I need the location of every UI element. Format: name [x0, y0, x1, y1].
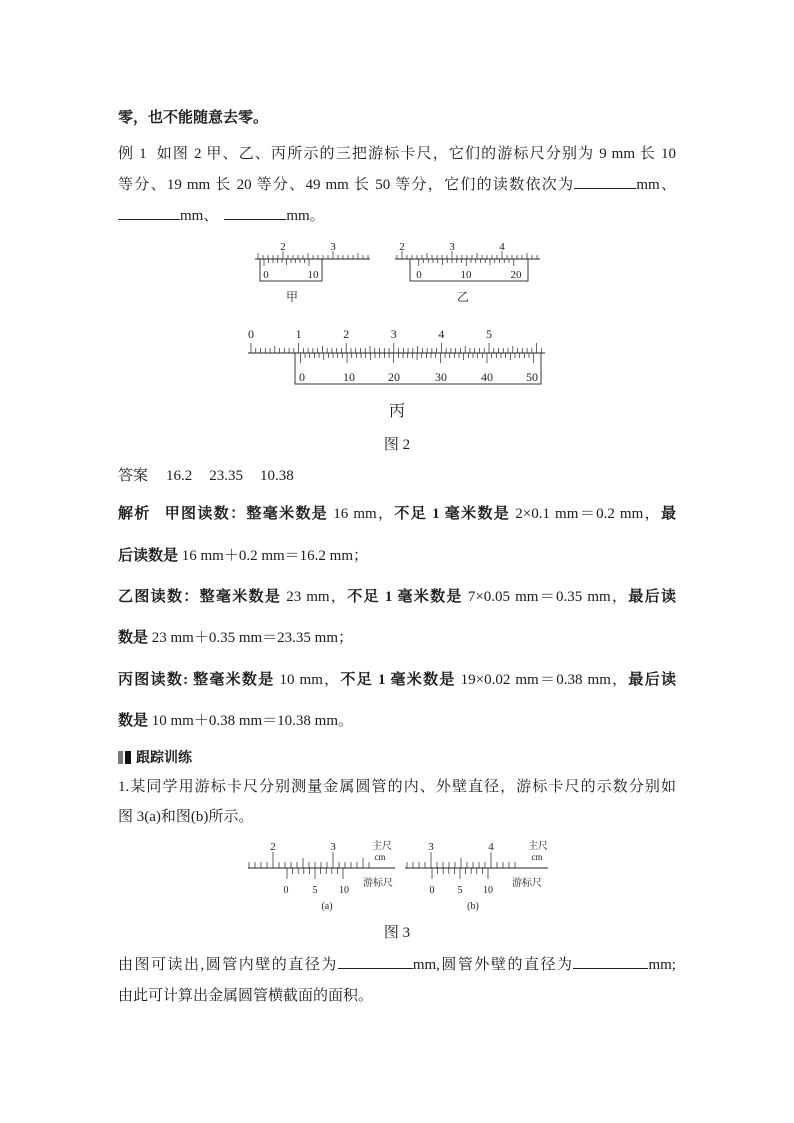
analysis-text: 不足 1 毫米数是: [340, 672, 456, 688]
yi-main-label: 2: [399, 241, 405, 253]
question-text: 由图可读出,圆管内壁的直径为: [118, 957, 338, 973]
jia-caption: 甲: [285, 290, 299, 304]
bing-caption: 丙: [388, 403, 405, 420]
bing-main-label: 5: [486, 327, 492, 341]
answer-line: [118, 465, 676, 487]
analysis-bing-line-2: [118, 710, 676, 732]
analysis-yi-line-1: [118, 586, 676, 608]
answer-blank-2: [118, 205, 180, 220]
answer-value: 16.2: [166, 468, 193, 484]
section-marker-icon: [118, 751, 131, 764]
figure-2-scale-marks: [248, 251, 545, 384]
figure-3-calipers: [240, 835, 560, 915]
yi-vernier-label: 10: [460, 269, 472, 281]
inner-diameter-blank: [338, 954, 413, 969]
b-vernier-label: 5: [457, 885, 463, 896]
blank-unit-2: mm、: [180, 208, 219, 224]
a-vernier-name: 游标尺: [363, 878, 393, 889]
analysis-yi-line-2: [118, 627, 676, 649]
vernier-frame: [295, 353, 541, 384]
analysis-text: 乙图读数：整毫米数是: [118, 589, 282, 605]
analysis-text: 最后读: [628, 589, 676, 605]
analysis-value: 16 mm＋0.2 mm＝16.2 mm；: [178, 548, 369, 564]
jia-vernier-label: 0: [263, 269, 269, 281]
answer-label: 答案: [118, 468, 149, 484]
a-unit: cm: [374, 852, 386, 862]
b-vernier-label: 0: [429, 885, 435, 896]
figure-2-calipers: [230, 230, 560, 395]
yi-vernier-label: 20: [510, 269, 522, 281]
analysis-value: 23 mm，: [281, 589, 348, 605]
b-main-label: 3: [428, 841, 434, 853]
bing-main-label: 2: [343, 327, 350, 341]
answer-value: 23.35: [209, 468, 244, 484]
yi-main-label: 4: [499, 241, 505, 253]
a-caption: (a): [321, 901, 333, 912]
analysis-text: 最后读: [628, 672, 676, 688]
figure-2-title: 图 2: [383, 437, 411, 453]
example-1-line-1: [118, 143, 676, 165]
outer-diameter-blank: [573, 954, 648, 969]
figure-3-scale-marks: [248, 852, 548, 879]
analysis-text: 甲图读数：整毫米数是: [164, 506, 329, 522]
jia-main-label: 2: [280, 241, 286, 253]
analysis-text: 数是: [118, 630, 149, 646]
yi-main-label: 3: [449, 241, 455, 253]
bing-vernier-label: 50: [526, 370, 538, 384]
analysis-jia-line-2: [118, 545, 676, 567]
b-main-scale-name: 主尺: [528, 841, 548, 852]
a-main-scale-name: 主尺: [372, 841, 392, 852]
section-title: 跟踪训练: [136, 751, 192, 766]
question-text: mm,圆管外壁的直径为: [412, 957, 574, 973]
b-caption: (b): [467, 901, 479, 912]
yi-caption: 乙: [456, 290, 470, 304]
example-1-line-2: [118, 174, 676, 196]
continuation-line: 零，也不能随意去零。: [118, 110, 269, 126]
bing-main-label: 4: [438, 327, 445, 341]
blank-unit-1: mm、: [636, 177, 676, 193]
jia-main-label: 3: [330, 241, 336, 253]
analysis-text: 不足 1 毫米数是: [394, 506, 511, 522]
bing-vernier-label: 10: [343, 370, 355, 384]
analysis-value: 2×0.1 mm＝0.2 mm，: [510, 506, 661, 522]
analysis-text: 丙图读数: 整毫米数是: [118, 672, 275, 688]
answer-value: 10.38: [260, 468, 294, 484]
a-vernier-label: 10: [339, 885, 349, 896]
bing-vernier-label: 20: [388, 370, 400, 384]
bing-vernier-label: 40: [481, 370, 493, 384]
bing-main-label: 3: [390, 327, 397, 341]
bing-main-label: 0: [248, 327, 254, 341]
question-1-line-3: [118, 954, 676, 976]
a-vernier-label: 5: [312, 885, 318, 896]
analysis-text: 后读数是: [118, 548, 179, 564]
bing-main-label: 1: [295, 327, 302, 341]
answer-blank-3: [224, 205, 286, 220]
example-1-line-3: [118, 205, 676, 227]
analysis-value: 10 mm，: [274, 672, 341, 688]
jia-vernier-label: 10: [307, 269, 319, 281]
answer-blank-1: [574, 174, 636, 189]
a-main-label: 3: [330, 841, 336, 853]
analysis-value: 16 mm，: [328, 506, 395, 522]
a-vernier-label: 0: [283, 885, 289, 896]
b-main-label: 4: [488, 841, 494, 853]
b-vernier-label: 10: [483, 885, 493, 896]
b-unit: cm: [531, 852, 543, 862]
analysis-text: 数是: [118, 713, 149, 729]
analysis-value: 19×0.02 mm＝0.38 mm，: [455, 672, 629, 688]
question-text: mm;: [648, 957, 676, 973]
analysis-text: 不足 1 毫米数是: [347, 589, 463, 605]
analysis-jia-line-1: [118, 503, 676, 525]
section-header: [118, 747, 676, 769]
bing-vernier-label: 0: [299, 370, 305, 384]
question-1-line-4: 由此可计算出金属圆管横截面的面积。: [118, 988, 374, 1004]
analysis-value: 7×0.05 mm＝0.35 mm，: [462, 589, 629, 605]
example-label: 例 1: [118, 146, 147, 162]
analysis-text: 最: [660, 506, 676, 522]
analysis-label: 解析: [118, 506, 151, 522]
analysis-value: 23 mm＋0.35 mm＝23.35 mm；: [148, 630, 354, 646]
b-vernier-name: 游标尺: [512, 878, 542, 889]
yi-vernier-label: 0: [416, 269, 422, 281]
bing-vernier-label: 30: [435, 370, 447, 384]
analysis-value: 10 mm＋0.38 mm＝10.38 mm。: [148, 713, 354, 729]
blank-unit-3: mm。: [286, 208, 325, 224]
a-main-label: 2: [270, 841, 276, 853]
figure-3-title: 图 3: [383, 925, 411, 941]
question-1-line-2: 图 3(a)和图(b)所示。: [118, 809, 254, 825]
example-text-1: 如图 2 甲、乙、丙所示的三把游标卡尺，它们的游标尺分别为 9 mm 长 10: [155, 146, 676, 162]
analysis-bing-line-1: [118, 669, 676, 691]
question-1-line-1: 1.某同学用游标卡尺分别测量金属圆管的内、外壁直径，游标卡尺的示数分别如: [118, 779, 676, 795]
example-text-2: 等分、19 mm 长 20 等分、49 mm 长 50 等分，它们的读数依次为: [118, 177, 575, 193]
